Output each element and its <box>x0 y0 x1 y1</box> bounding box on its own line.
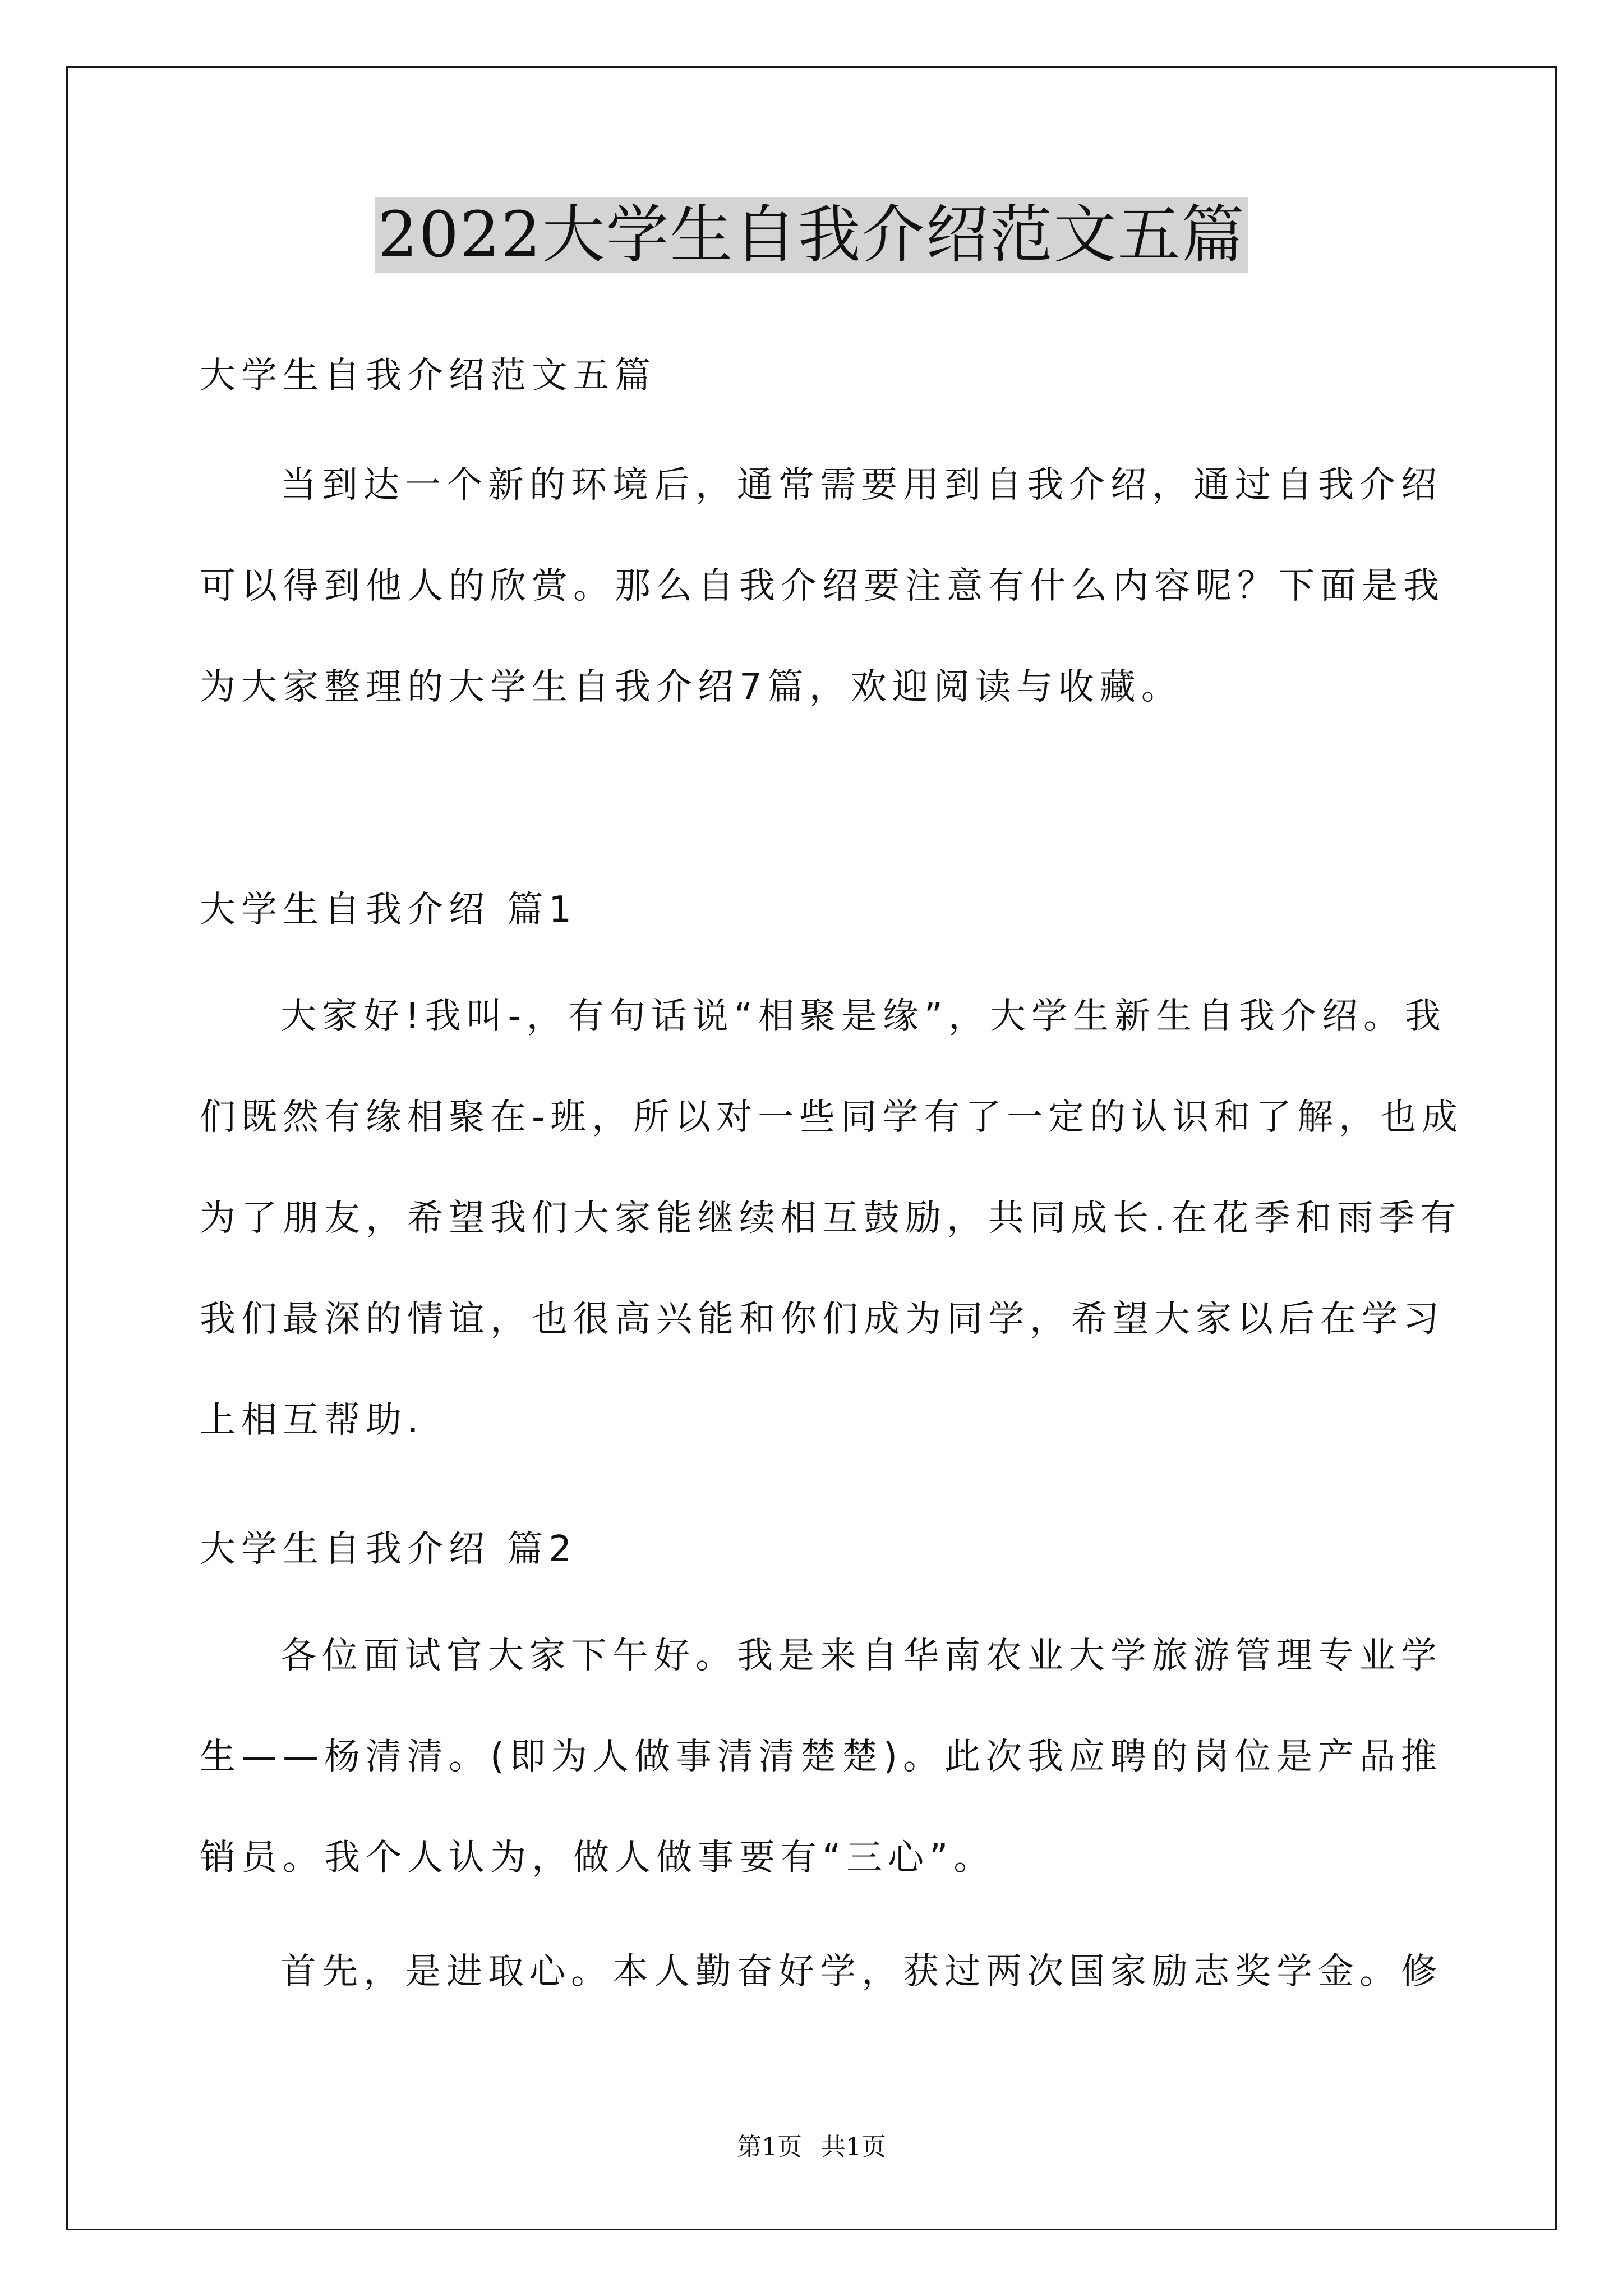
paragraph-line: 生——杨清清。(即为人做事清清楚楚)。此次我应聘的岗位是产品推 <box>200 1736 1442 1778</box>
paragraph-line: 首先，是进取心。本人勤奋好学，获过两次国家励志奖学金。修 <box>280 1951 1442 1993</box>
paragraph-line: 大家好!我叫-，有句话说“相聚是缘”，大学生新生自我介绍。我 <box>280 996 1447 1037</box>
paragraph-line: 我们最深的情谊，也很高兴能和你们成为同学，希望大家以后在学习 <box>200 1299 1445 1340</box>
page-number-current: 第1页 <box>737 2133 802 2161</box>
page-footer <box>0 2132 1623 2163</box>
paragraph-line: 各位面试官大家下午好。我是来自华南农业大学旅游管理专业学 <box>280 1635 1442 1677</box>
paragraph-line: 上相互帮助. <box>200 1400 425 1441</box>
section-heading: 大学生自我介绍 篇2 <box>200 1529 578 1570</box>
paragraph-line: 可以得到他人的欣赏。那么自我介绍要注意有什么内容呢？下面是我 <box>200 565 1445 607</box>
paragraph-line: 销员。我个人认为，做人做事要有“三心”。 <box>200 1837 995 1879</box>
paragraph-line: 为大家整理的大学生自我介绍7篇，欢迎阅读与收藏。 <box>200 666 1183 708</box>
section-heading: 大学生自我介绍 篇1 <box>200 889 578 931</box>
document-title: 2022大学生自我介绍范文五篇 <box>375 197 1247 273</box>
paragraph-line: 们既然有缘相聚在-班，所以对一些同学有了一定的认识和了解，也成 <box>200 1097 1464 1138</box>
page-number-total: 共1页 <box>821 2133 886 2161</box>
section-heading: 大学生自我介绍范文五篇 <box>200 355 656 397</box>
paragraph-line: 为了朋友，希望我们大家能继续相互鼓励，共同成长.在花季和雨季有 <box>200 1198 1462 1239</box>
paragraph-line: 当到达一个新的环境后，通常需要用到自我介绍，通过自我介绍 <box>280 464 1442 506</box>
title-container <box>0 197 1623 273</box>
